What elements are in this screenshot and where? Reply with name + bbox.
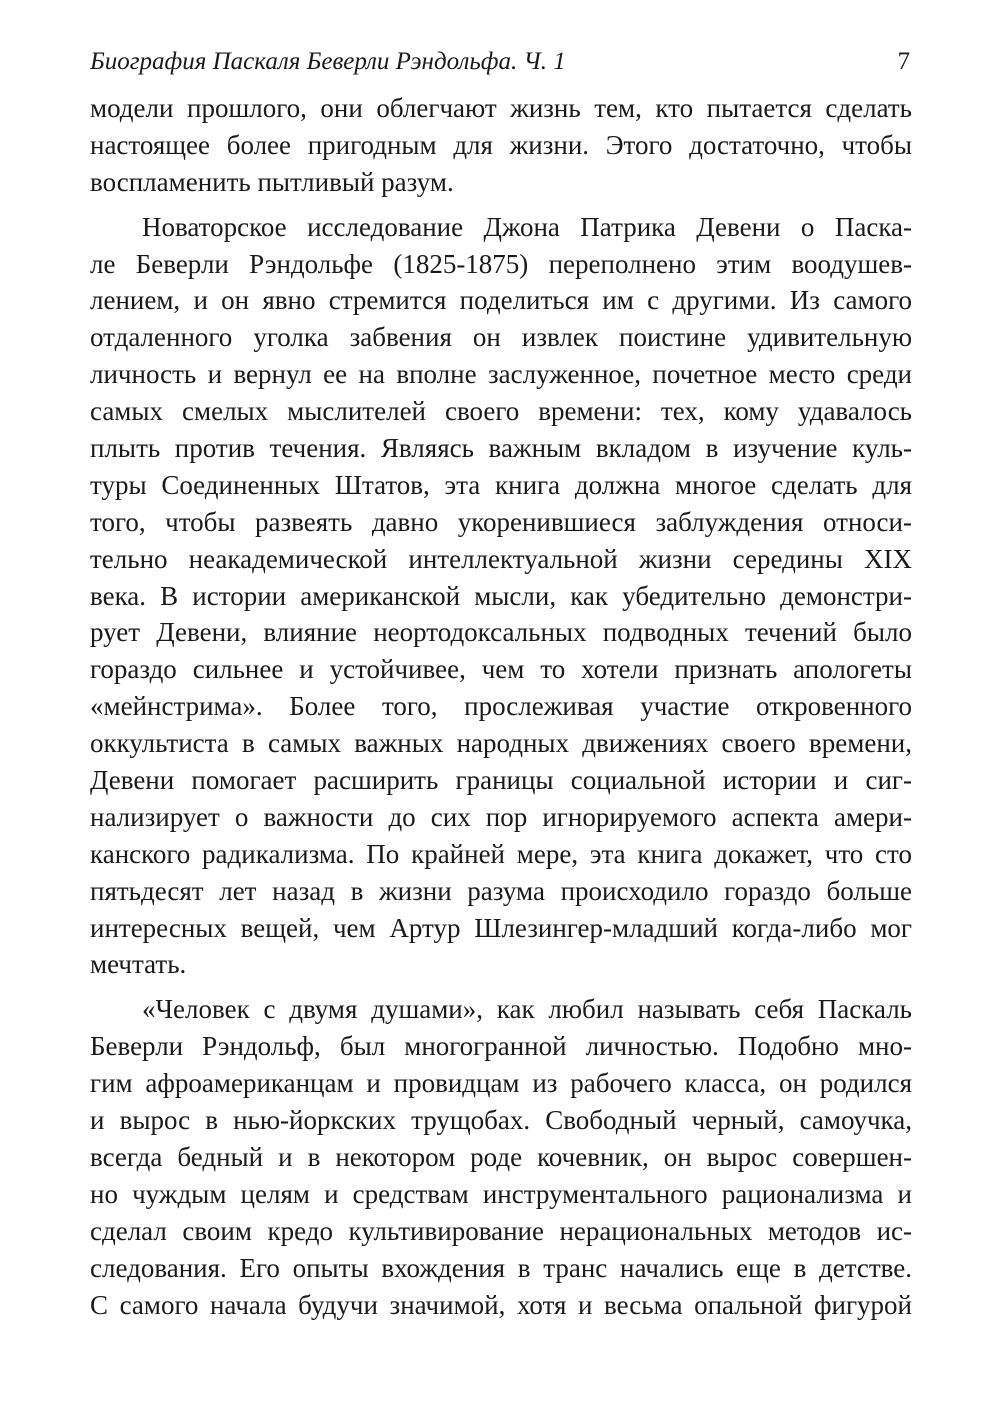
text-line: рует Девени, влияние неортодоксальных подводных течений было — [90, 617, 912, 648]
text-line: гим афроамериканцам и провидцам из рабочего класса, он родился — [90, 1068, 912, 1099]
text-line: отдаленного уголка забвения он извлек поистине удивительную — [90, 322, 912, 353]
text-line: С самого начала будучи значимой, хотя и весьма опальной фигурой — [90, 1289, 912, 1320]
text-line: века. В истории американской мысли, как убедительно демонстри- — [90, 580, 912, 611]
paragraph-gap — [90, 983, 912, 991]
text-line: личность и вернул ее на вполне заслуженное, почетное место среди — [90, 359, 912, 390]
book-page — [90, 40, 912, 1323]
paragraph-gap — [90, 201, 912, 209]
running-title: Биография Паскаля Беверли Рэндольфа. Ч. 1 — [90, 48, 566, 75]
text-line: тельно неакадемической интеллектуальной жизни середины XIX — [90, 543, 912, 574]
paragraph — [90, 90, 912, 201]
text-line: нализирует о важности до сих пор игнорируемого аспекта амери- — [90, 801, 912, 832]
text-line: плыть против течения. Являясь важным вкладом в изучение куль- — [90, 433, 912, 464]
text-line: Беверли Рэндольф, был многогранной личностью. Подобно мно- — [90, 1031, 912, 1062]
text-line: но чуждым целям и средствам инструментального рационализма и — [90, 1178, 912, 1209]
text-line: Новаторское исследование Джона Патрика Девени о Паска- — [142, 211, 912, 242]
text-line: настоящее более пригодным для жизни. Этого достаточно, чтобы — [90, 129, 912, 160]
text-line: модели прошлого, они облегчают жизнь тем, кто пытается сделать — [90, 93, 912, 123]
text-line: туры Соединенных Штатов, эта книга должна многое сделать для — [90, 469, 912, 500]
text-line: канского радикализма. По крайней мере, эта книга докажет, что сто — [90, 838, 912, 869]
text-line: «мейнстрима». Более того, прослеживая участие откровенного — [90, 691, 912, 722]
text-line: всегда бедный и в некотором роде кочевник, он вырос совершен- — [90, 1141, 912, 1172]
text-line: мечтать. — [90, 949, 187, 980]
text-line: лением, и он явно стремится поделиться им с другими. Из самого — [90, 285, 912, 316]
text-line: следования. Его опыты вхождения в транс начались еще в детстве. — [90, 1252, 912, 1283]
text-line: оккультиста в самых важных народных движениях своего времени, — [90, 728, 912, 759]
paragraph — [90, 209, 912, 984]
text-line: того, чтобы развеять давно укоренившиеся заблуждения относи- — [90, 506, 912, 537]
text-line: воспламенить пытливый разум. — [90, 166, 454, 197]
text-line: пятьдесят лет назад в жизни разума происходило гораздо больше — [90, 875, 912, 906]
text-line: самых смелых мыслителей своего времени: тех, кому удавалось — [90, 396, 912, 427]
body-text — [90, 90, 912, 1323]
paragraph — [90, 991, 912, 1323]
text-line: интересных вещей, чем Артур Шлезингер-младший когда-либо мог — [90, 912, 912, 943]
text-line: «Человек с двумя душами», как любил называть себя Паскаль — [142, 994, 912, 1025]
text-line: Девени помогает расширить границы социальной истории и сиг- — [90, 765, 912, 796]
text-line: ле Беверли Рэндольфе (1825-1875) переполнено этим воодушев- — [90, 248, 912, 279]
text-line: сделал своим кредо культивирование нерациональных методов ис- — [90, 1215, 912, 1246]
running-header — [90, 40, 912, 90]
page-number: 7 — [897, 48, 910, 75]
text-line: гораздо сильнее и устойчивее, чем то хотели признать апологеты — [90, 654, 912, 685]
text-line: и вырос в нью-йоркских трущобах. Свободный черный, самоучка, — [90, 1105, 912, 1136]
